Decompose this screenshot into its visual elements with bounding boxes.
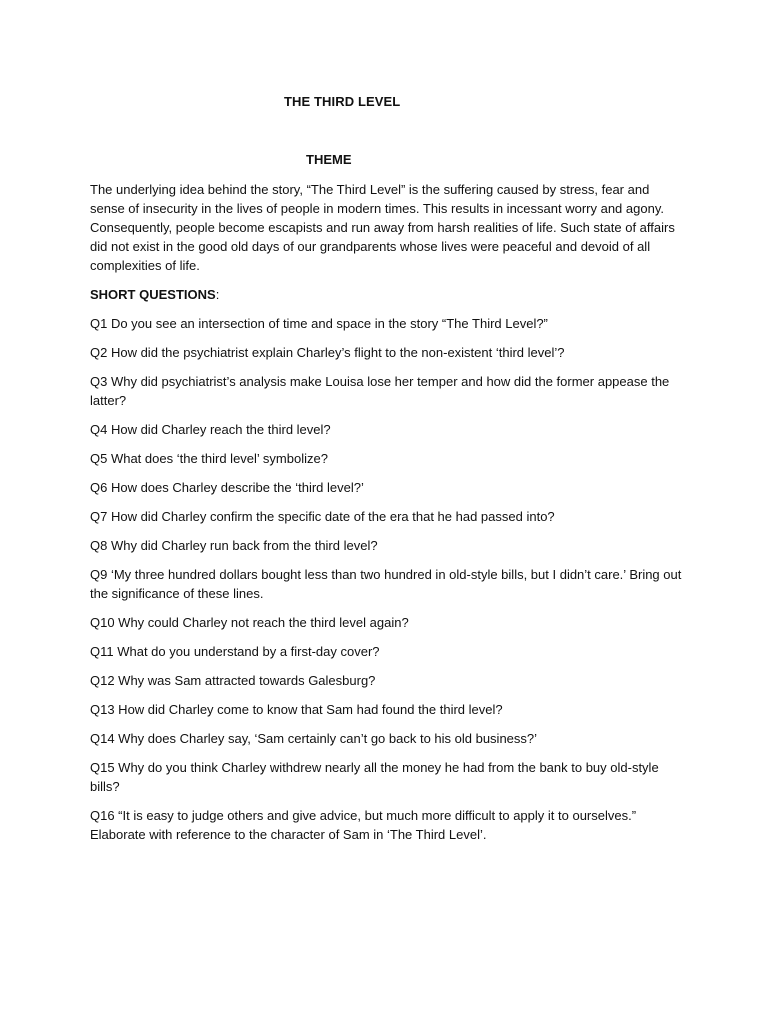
question-item: Q16 “It is easy to judge others and give advice, but much more difficult to apply it to ourselves.” Elaborate with reference to the character of Sam in ‘The Third Level’.: [90, 808, 637, 842]
question-item: Q10 Why could Charley not reach the third level again?: [90, 615, 409, 630]
question-item: Q14 Why does Charley say, ‘Sam certainly can’t go back to his old business?’: [90, 731, 538, 746]
question-item: Q13 How did Charley come to know that Sam had found the third level?: [90, 702, 503, 717]
question-item: Q7 How did Charley confirm the specific date of the era that he had passed into?: [90, 509, 555, 524]
question-item: Q6 How does Charley describe the ‘third level?’: [90, 480, 364, 495]
question-item: Q5 What does ‘the third level’ symbolize?: [90, 451, 328, 466]
theme-heading: THEME: [306, 152, 352, 167]
document-title: THE THIRD LEVEL: [284, 94, 401, 109]
short-questions-heading: [90, 285, 684, 304]
question-item: Q11 What do you understand by a first-day cover?: [90, 644, 380, 659]
question-item: Q2 How did the psychiatrist explain Charley’s flight to the non-existent ‘third level’?: [90, 345, 565, 360]
document-body: [90, 180, 684, 854]
question-item: Q1 Do you see an intersection of time and space in the story “The Third Level?”: [90, 316, 548, 331]
question-item: Q9 ‘My three hundred dollars bought less than two hundred in old-style bills, but I didn’t care.’ Bring out the significance of these lines.: [90, 567, 682, 601]
question-item: Q3 Why did psychiatrist’s analysis make Louisa lose her temper and how did the former appease the latter?: [90, 374, 670, 408]
short-questions-label: SHORT QUESTIONS: [90, 287, 216, 302]
question-item: Q12 Why was Sam attracted towards Galesburg?: [90, 673, 376, 688]
question-item: Q15 Why do you think Charley withdrew nearly all the money he had from the bank to buy old-style bills?: [90, 760, 659, 794]
question-item: Q4 How did Charley reach the third level?: [90, 422, 331, 437]
short-questions-colon: :: [215, 287, 220, 302]
theme-paragraph: The underlying idea behind the story, “The Third Level” is the suffering caused by stress, fear and sense of insecurity in the lives of people in modern times. This results in incessant worry and agony. Consequently, people become escapists and run away from harsh realities of life. Such state of affairs did not exist in the good old days of our grandparents whose lives were peaceful and devoid of all complexities of life.: [90, 182, 675, 273]
question-item: Q8 Why did Charley run back from the third level?: [90, 538, 378, 553]
